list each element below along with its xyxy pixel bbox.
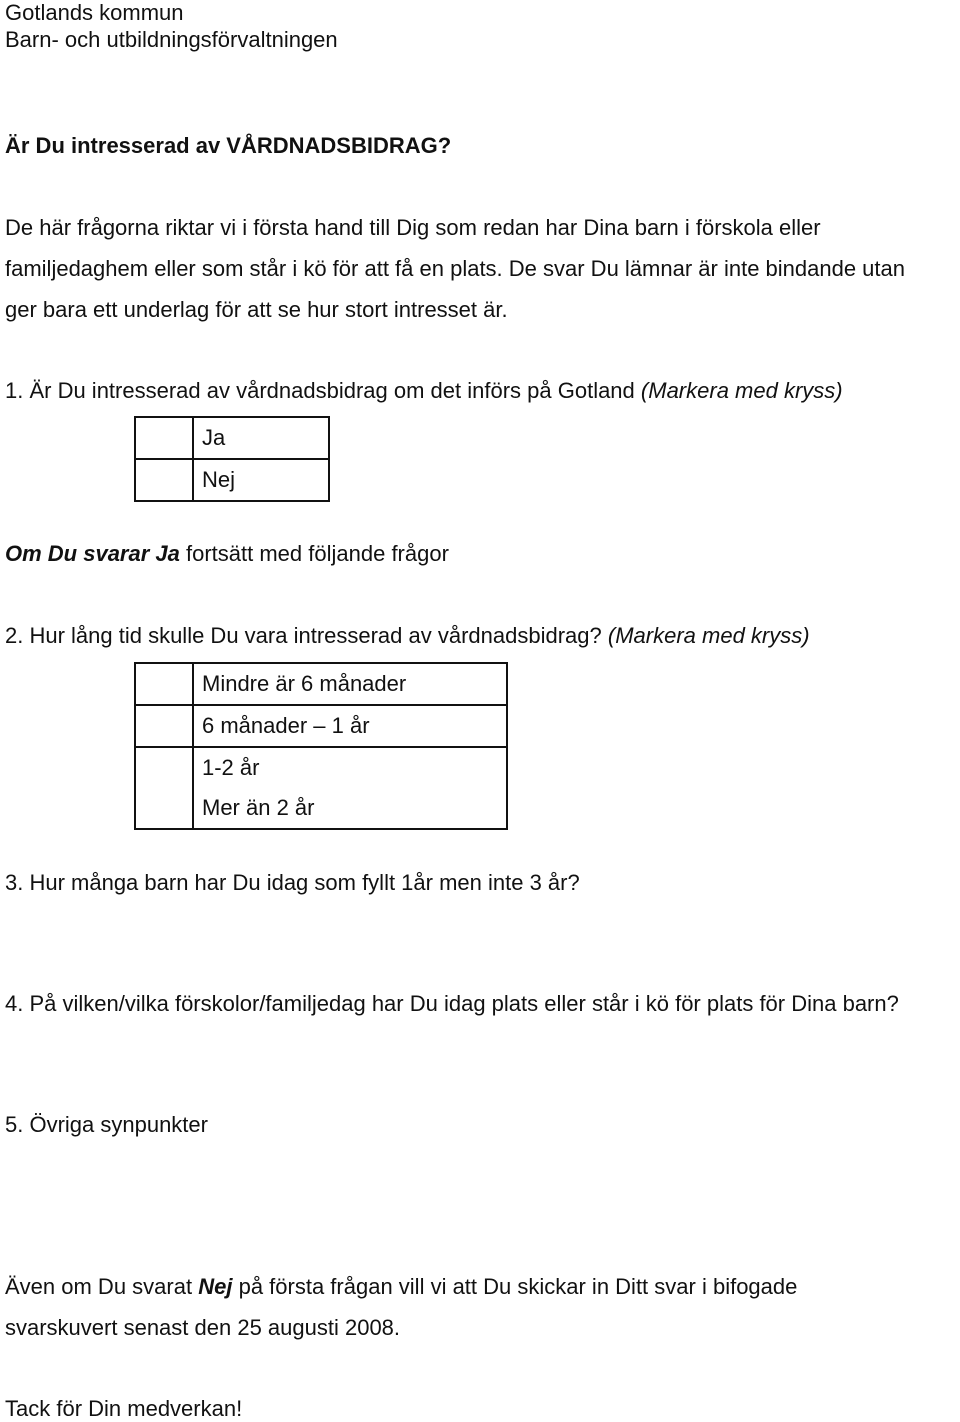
org-name: Gotlands kommun [5, 0, 184, 25]
checkbox-nej[interactable] [135, 459, 193, 501]
thanks-text: Tack för Din medverkan! [5, 1396, 243, 1421]
option-row-1 [135, 663, 507, 705]
intro-line-1: De här frågorna riktar vi i första hand till Dig som redan har Dina barn i förskola eller [5, 215, 821, 240]
intro-line-3: ger bara ett underlag för att se hur stort intresset är. [5, 297, 508, 322]
closing-line-2: svarskuvert senast den 25 augusti 2008. [5, 1315, 401, 1340]
option-row-nej [135, 459, 329, 501]
closing-line-1 [5, 1274, 797, 1300]
option-label-2: 6 månader – 1 år [193, 705, 507, 747]
checkbox-option-4[interactable] [135, 788, 193, 829]
question-5: 5. Övriga synpunkter [5, 1112, 208, 1137]
question-1-text: 1. Är Du intresserad av vårdnadsbidrag om det införs på Gotland [5, 378, 635, 403]
checkbox-ja[interactable] [135, 417, 193, 459]
followup-emphasis: Om Du svarar Ja [5, 541, 180, 566]
question-3: 3. Hur många barn har Du idag som fyllt 1år men inte 3 år? [5, 870, 580, 895]
checkbox-option-1[interactable] [135, 663, 193, 705]
question-2-options [134, 662, 508, 830]
checkbox-option-2[interactable] [135, 705, 193, 747]
option-row-4 [135, 788, 507, 829]
option-label-4: Mer än 2 år [193, 788, 507, 829]
question-4: 4. På vilken/vilka förskolor/familjedag har Du idag plats eller står i kö för plats för Dina barn? [5, 991, 899, 1016]
closing-pre: Även om Du svarat [5, 1274, 193, 1299]
option-row-ja [135, 417, 329, 459]
question-2-hint: (Markera med kryss) [607, 623, 810, 648]
question-1 [5, 378, 843, 404]
followup-text: fortsätt med följande frågor [186, 541, 449, 566]
option-label-1: Mindre är 6 månader [193, 663, 507, 705]
checkbox-option-3[interactable] [135, 747, 193, 788]
question-2 [5, 623, 810, 649]
followup-instruction [5, 541, 449, 567]
intro-line-2: familjedaghem eller som står i kö för att få en plats. De svar Du lämnar är inte bindande utan [5, 256, 906, 281]
option-label-3: 1-2 år [193, 747, 507, 788]
closing-post: på första frågan vill vi att Du skickar in Ditt svar i bifogade [238, 1274, 798, 1299]
question-1-options [134, 416, 330, 502]
option-row-2 [135, 705, 507, 747]
department-name: Barn- och utbildningsförvaltningen [5, 27, 338, 52]
question-2-text: 2. Hur lång tid skulle Du vara intresserad av vårdnadsbidrag? [5, 623, 602, 648]
question-1-hint: (Markera med kryss) [640, 378, 843, 403]
option-label-ja: Ja [193, 417, 329, 459]
page-title: Är Du intresserad av VÅRDNADSBIDRAG? [5, 133, 452, 158]
option-label-nej: Nej [193, 459, 329, 501]
closing-emphasis: Nej [198, 1274, 233, 1299]
option-row-3 [135, 747, 507, 788]
